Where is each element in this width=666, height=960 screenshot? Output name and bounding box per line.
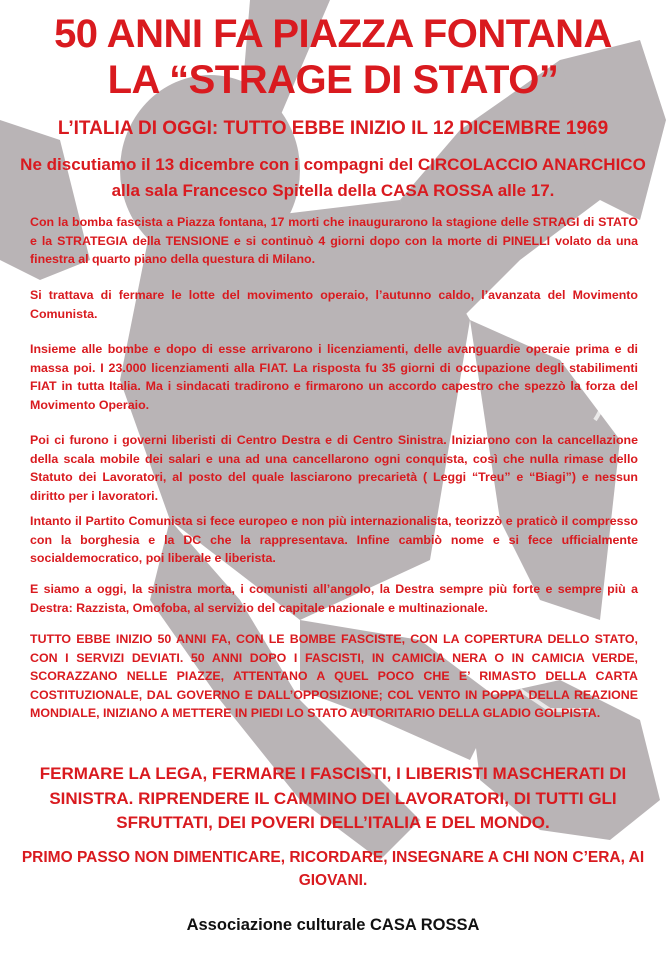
- event-announcement: Ne discutiamo il 13 dicembre con i compagni del CIRCOLACCIO ANARCHICO alla sala Francesco Spitella della CASA ROSSA alle 17.: [20, 155, 646, 200]
- paragraph-governi-liberisti: Poi ci furono i governi liberisti di Centro Destra e di Centro Sinistra. Iniziarono con la cancellazione della scala mobile dei salari e una ad una cancellarono ogni conquista, così che nulla rimase dello Statuto dei Lavoratori, al posto del quale lasciarono precarietà ( Leggi “Treu” e “Biagi”) e nessun diritto per i lavoratori.: [30, 433, 638, 503]
- paragraph-piazza-fontana: Con la bomba fascista a Piazza fontana, 17 morti che inaugurarono la stagione delle STRAGI di STATO e la STRATEGIA della TENSIONE e si continuò 4 giorni dopo con la morte di PINELLI volato da una finestra al quarto piano della questura di Milano.: [30, 215, 638, 266]
- headline-line-1: 50 ANNI FA PIAZZA FONTANA: [54, 12, 612, 56]
- paragraph-licenziamenti: Insieme alle bombe e dopo di esse arrivarono i licenziamenti, delle avanguardie operaie prima e di massa poi. I 23.000 licenziamenti alla FIAT. La risposta fu 35 giorni di occupazione degli stabilimenti FIAT in tutta Italia. Ma i sindacati tradirono e firmarono un accordo capestro che spezzò la forza del Movimento Operaio.: [30, 342, 638, 412]
- first-step-slogan: PRIMO PASSO NON DIMENTICARE, RICORDARE, INSEGNARE A CHI NON C’ERA, AI GIOVANI.: [21, 849, 645, 889]
- call-to-action: FERMARE LA LEGA, FERMARE I FASCISTI, I LIBERISTI MASCHERATI DI SINISTRA. RIPRENDERE IL CAMMINO DEI LAVORATORI, DI TUTTI GLI SFRUTTATI, DEI POVERI DELL’ITALIA E DEL MONDO.: [39, 764, 627, 832]
- subtitle: L’ITALIA DI OGGI: TUTTO EBBE INIZIO IL 12 DICEMBRE 1969: [57, 118, 609, 139]
- paragraph-tutto-ebbe-inizio: TUTTO EBBE INIZIO 50 ANNI FA, CON LE BOMBE FASCISTE, CON LA COPERTURA DELLO STATO, CON I SERVIZI DEVIATI. 50 ANNI DOPO I FASCISTI, IN CAMICIA NERA O IN CAMICIA VERDE, SCORAZZANO NELLE PIAZZE, ATTENTANO A QUEL POCO CHE E’ RIMASTO DELLA CARTA COSTITUZIONALE, DAL GOVERNO E DALL’OPPOSIZIONE; COL VENTO IN POPPA DELLA REAZIONE MONDIALE, INIZIANO A METTERE IN PIEDI LO STATO AUTORITARIO DELLA GLADIO GOLPISTA.: [30, 632, 638, 720]
- organization-signature: Associazione culturale CASA ROSSA: [186, 916, 480, 934]
- paragraph-movimento-operaio: Si trattava di fermare le lotte del movimento operaio, l’autunno caldo, l’avanzata del Movimento Comunista.: [30, 288, 638, 321]
- paragraph-oggi: E siamo a oggi, la sinistra morta, i comunisti all’angolo, la Destra sempre più forte e sempre più a Destra: Razzista, Omofoba, al servizio del capitale nazionale e multinazionale.: [30, 582, 638, 615]
- headline-line-2: LA “STRAGE DI STATO”: [107, 58, 559, 102]
- paragraph-partito-comunista: Intanto il Partito Comunista si fece europeo e non più internazionalista, teorizzò e praticò il compresso con la borghesia e la DC che la rappresentava. Infine cambiò nome e si fece ufficialmente socialdemocratico, poi liberale e liberista.: [30, 514, 638, 565]
